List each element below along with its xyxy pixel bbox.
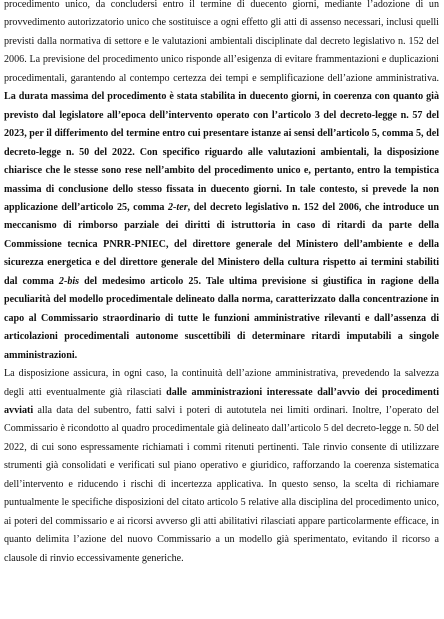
paragraph1-intro-text: procedimento unico, da concludersi entro il termine di duecento giorni, mediante l’adozione di un provvedimento autorizzatorio unico che sostituisce a ogni effetto gli atti di assenso necessari, inclusi quelli previsti dalla normativa di settore e le valutazioni ambientali disciplinate dal decreto legislativo n. 152 del 2006. La previsione del procedimento unico risponde all’esigenza di evitare frammentazioni e duplicazioni procedimentali, garantendo al contempo certezza dei tempi e semplificazione dell’azione amministrativa. (4, 0, 439, 84)
paragraph2-text-1: La disposizione assicura, in ogni caso, la continuità dell’azione amministrativa, prevedendo la salvezza degli atti eventualmente già rilasciati (4, 368, 439, 398)
paragraph-procedimento-unico (4, 0, 439, 365)
paragraph1-bold-segment-1: La durata massima del procedimento è stata stabilita in duecento giorni, in coerenza con quanto già previsto dal legislatore all’epoca dell’intervento operato con l’articolo 3 del decreto-legge n. 57 del 2023, per il differimento del termine entro cui presentare istanze ai sensi dell’articolo 5, comma 5, del decreto-legge n. 50 del 2022. Con specifico riguardo alle valutazioni ambientali, la disposizione chiarisce che le stesse sono rese nell’ambito del procedimento unico e, pertanto, entro la tempistica massima di conclusione dello stesso fissata in duecento giorni. In tale contesto, si prevede la non applicazione dell’articolo 25, comma (4, 91, 439, 213)
paragraph-continuita-azione (4, 365, 439, 568)
paragraph2-text-2: alla data del subentro, fatti salvi i poteri di autotutela nei limiti ordinari. Inoltre, l’operato del Commissario è ricondotto al quadro procedimentale già delineato dall’articolo 5 del decreto-legge n. 50 del 2022, di cui sono espressamente richiamati i commi ritenuti pertinenti. Tale rinvio consente di utilizzare strumenti già consolidati e verificati sul piano operativo e giuridico, rafforzando la coerenza sistematica dell’intervento e riducendo i rischi di incertezza applicativa. In questo senso, la scelta di richiamare puntualmente le specifiche disposizioni del citato articolo 5 relative alla disciplina del procedimento unico, ai poteri del commissario e ai ricorsi avverso gli atti abilitativi rilasciati appare particolarmente efficace, in quanto delimita l’azione del nuovo Commissario a un modello già sperimentato, evitando il ricorso a clausole di rinvio eccessivamente generiche. (4, 404, 439, 564)
paragraph1-bold-segment-3: del medesimo articolo 25. Tale ultima previsione si giustifica in ragione della peculiarità del modello procedimentale delineato dalla norma, caratterizzato dalla concentrazione in capo al Commissario straordinario di tutte le funzioni amministrative rilevanti e dall’assenza di articolazioni procedimentali autonome suscettibili di determinare ritardi imputabili a singole amministrazioni. (4, 275, 439, 361)
comma-2-ter-italic: 2-ter (168, 201, 188, 213)
comma-2-bis-italic: 2-bis (58, 275, 80, 287)
paragraph1-bold-segment-2: , del decreto legislativo n. 152 del 2006, che introduce un meccanismo di rimborso parziale dei diritti di istruttoria in caso di ritardi da parte della Commissione tecnica PNRR-PNIEC, del direttore generale del Ministero dell’ambiente e della sicurezza energetica e del direttore generale del Ministero della cultura rispetto ai termini stabiliti dal comma (4, 201, 440, 287)
paragraph2-bold-text: dalle amministrazioni interessate dall’avvio dei procedimenti avviati (4, 386, 439, 416)
paragraph1-bold-text-1 (4, 91, 439, 360)
